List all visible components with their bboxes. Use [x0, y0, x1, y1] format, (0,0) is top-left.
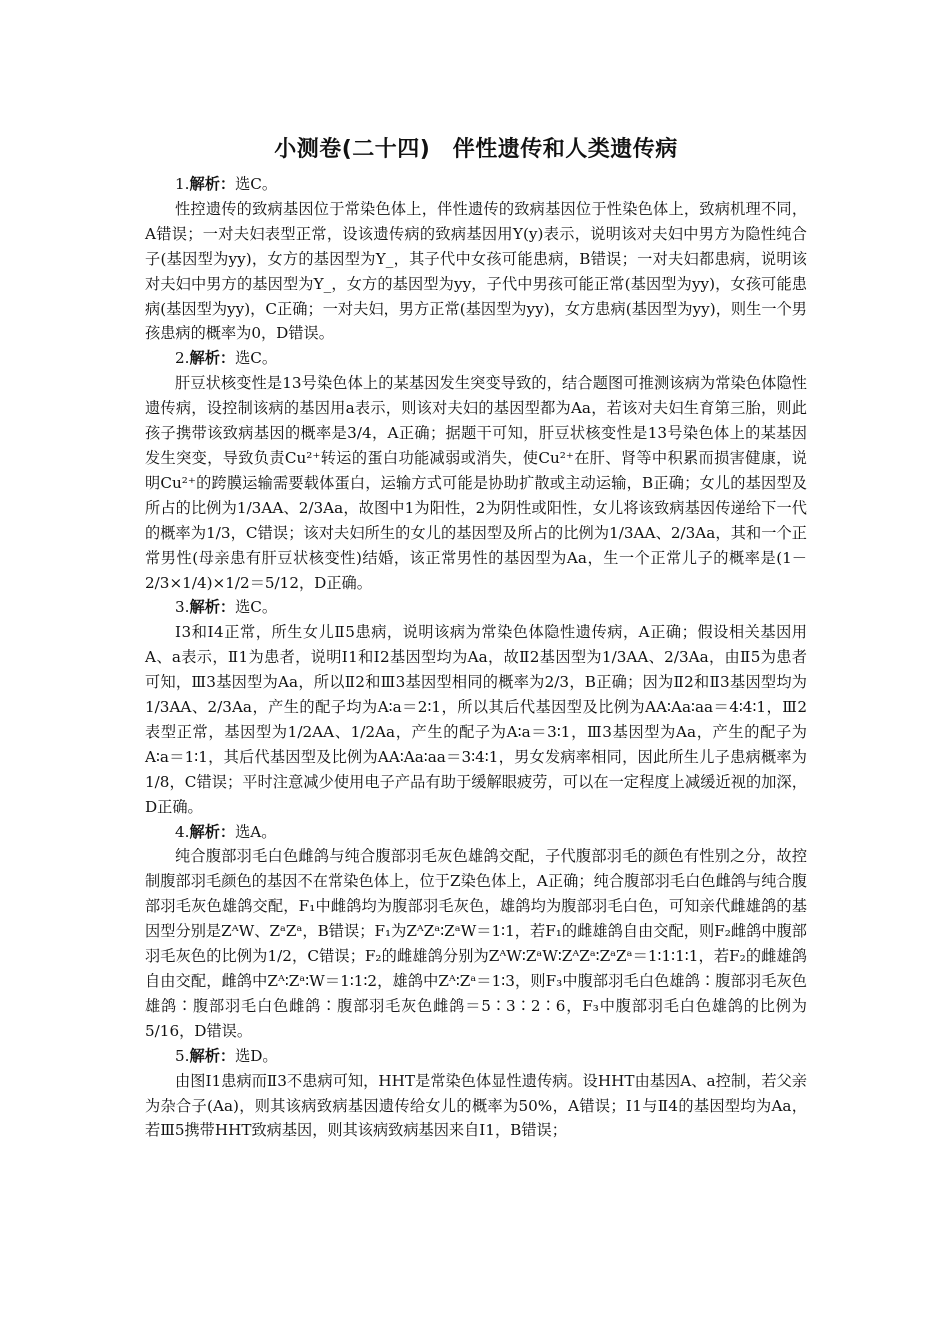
- section-2-number: 2.: [175, 349, 190, 368]
- section-3-label: 解析：: [189, 598, 236, 617]
- section-4-answer: 选A。: [235, 822, 277, 841]
- section-4-body: 纯合腹部羽毛白色雌鸽与纯合腹部羽毛灰色雄鸽交配，子代腹部羽毛的颜色有性别之分，故控制腹部羽毛颜色的基因不在常染色体上，位于Z染色体上，A正确；纯合腹部羽毛白色雌鸽与纯合腹部羽毛灰色雄鸽交配，F₁中雌鸽均为腹部羽毛灰色，雄鸽均为腹部羽毛白色，可知亲代雌雄鸽的基因型分别是ZᴬW、ZᵃZᵃ，B错误；F₁为ZᴬZᵃ∶ZᵃW＝1∶1，若F₁的雌雄鸽自由交配，则F₂雌鸽中腹部羽毛灰色的比例为1/2，C错误；F₂的雌雄鸽分别为ZᴬW∶ZᵃW∶ZᴬZᵃ∶ZᵃZᵃ＝1∶1∶1∶1，若F₂的雌雄鸽自由交配，雌鸽中Zᴬ∶Zᵃ∶W＝1∶1∶2，雄鸽中Zᴬ∶Zᵃ＝1∶3，则F₃中腹部羽毛白色雄鸽∶腹部羽毛灰色雄鸽∶腹部羽毛白色雌鸽∶腹部羽毛灰色雌鸽＝5∶3∶2∶6，F₃中腹部羽毛白色雄鸽的比例为5/16，D错误。: [145, 847, 807, 1040]
- section-1-body: 性控遗传的致病基因位于常染色体上，伴性遗传的致病基因位于性染色体上，致病机理不同，A错误；一对夫妇表型正常，设该遗传病的致病基因用Y(y)表示，说明该对夫妇中男方为隐性纯合子(基因型为yy)，女方的基因型为Y_，其子代中女孩可能患病，B错误；一对夫妇都患病，说明该对夫妇中男方的基因型为Y_，女方的基因型为yy，子代中男孩可能正常(基因型为yy)，女孩可能患病(基因型为yy)，C正确；一对夫妇，男方正常(基因型为yy)，女方患病(基因型为yy)，则生一个男孩患病的概率为0，D错误。: [145, 199, 807, 343]
- section-1-number: 1.: [175, 175, 190, 193]
- section-2-body: 肝豆状核变性是13号染色体上的某基因发生突变导致的，结合题图可推测该病为常染色体隐性遗传病，设控制该病的基因用a表示，则该对夫妇的基因型都为Aa，若该对夫妇生育第三胎，则此孩子携带该致病基因的概率是3/4，A正确；据题干可知，肝豆状核变性是13号染色体上的某基因发生突变，导致负责Cu²⁺转运的蛋白功能减弱或消失，使Cu²⁺在肝、肾等中积累而损害健康，说明Cu²⁺的跨膜运输需要载体蛋白，运输方式可能是协助扩散或主动运输，B正确；女儿的基因型及所占的比例为1/3AA、2/3Aa，故图中1为阳性，2为阴性或阳性，女儿将该致病基因传递给下一代的概率为1/3，C错误；该对夫妇所生的女儿的基因型及所占的比例为1/3AA、2/3Aa，其和一个正常男性(母亲患有肝豆状核变性)结婚，该正常男性的基因型为Aa，生一个正常儿子的概率是(1－2/3×1/4)×1/2＝5/12，D正确。: [145, 374, 807, 592]
- section-5-body: 由图Ⅰ1患病而Ⅱ3不患病可知，HHT是常染色体显性遗传病。设HHT由基因A、a控制，若父亲为杂合子(Aa)，则其该病致病基因遗传给女儿的概率为50%，A错误；Ⅰ1与Ⅱ4的基因型均为Aa，若Ⅲ5携带HHT致病基因，则其该病致病基因来自Ⅰ1，B错误；: [145, 1071, 807, 1140]
- section-5-label: 解析：: [189, 1046, 236, 1065]
- section-4-number: 4.: [175, 822, 190, 841]
- section-2-heading: [145, 346, 807, 371]
- section-2-label: 解析：: [189, 349, 236, 368]
- section-5-number: 5.: [175, 1046, 190, 1065]
- page-title: 小测卷(二十四) 伴性遗传和人类遗传病: [274, 137, 678, 162]
- section-2-answer: 选C。: [235, 349, 278, 368]
- section-4-heading: [145, 820, 807, 845]
- section-5-answer: 选D。: [235, 1046, 278, 1065]
- section-3-answer: 选C。: [235, 598, 278, 617]
- section-4-label: 解析：: [189, 822, 236, 841]
- section-5-heading: [145, 1044, 807, 1069]
- section-3-body: Ⅰ3和Ⅰ4正常，所生女儿Ⅱ5患病，说明该病为常染色体隐性遗传病，A正确；假设相关基因用A、a表示，Ⅱ1为患者，说明Ⅰ1和Ⅰ2基因型均为Aa，故Ⅱ2基因型为1/3AA、2/3Aa，由Ⅱ5为患者可知，Ⅲ3基因型为Aa，所以Ⅱ2和Ⅲ3基因型相同的概率为2/3，B正确；因为Ⅱ2和Ⅱ3基因型均为1/3AA、2/3Aa，产生的配子均为A∶a＝2∶1，所以其后代基因型及比例为AA∶Aa∶aa＝4∶4∶1，Ⅲ2表型正常，基因型为1/2AA、1/2Aa，产生的配子为A∶a＝3∶1，Ⅲ3基因型为Aa，产生的配子为A∶a＝1∶1，其后代基因型及比例为AA∶Aa∶aa＝3∶4∶1，男女发病率相同，因此所生儿子患病概率为1/8，C错误；平时注意减少使用电子产品有助于缓解眼疲劳，可以在一定程度上减缓近视的加深，D正确。: [145, 623, 807, 816]
- section-3-heading: [145, 595, 807, 620]
- section-1-label: 解析：: [189, 175, 236, 193]
- section-1-heading: [145, 172, 807, 197]
- section-3-number: 3.: [175, 598, 190, 617]
- document-page: [145, 132, 807, 1143]
- section-1-answer: 选C。: [235, 175, 278, 193]
